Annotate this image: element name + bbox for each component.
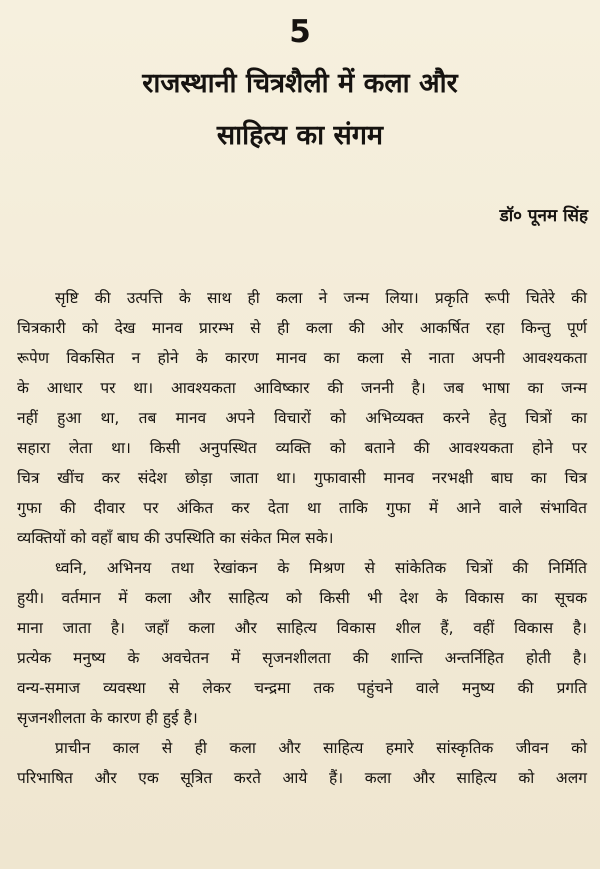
paragraph-line: नहीं हुआ था, तब मानव अपने विचारों को अभिव्यक्त करने हेतु चित्रों का — [17, 409, 587, 427]
paragraph-line: हुयी। वर्तमान में कला और साहित्य को किसी भी देश के विकास का सूचक — [17, 589, 587, 607]
chapter-title-line: राजस्थानी चित्रशैली में कला और — [142, 68, 458, 99]
chapter-title-line: साहित्य का संगम — [216, 120, 384, 151]
chapter-number: 5 — [289, 14, 311, 50]
chapter-title — [20, 58, 580, 162]
paragraph-line: वन्य-समाज व्यवस्था से लेकर चन्द्रमा तक पहुंचने वाले मनुष्य की प्रगति — [17, 679, 587, 697]
paragraph-line: माना जाता है। जहाँ कला और साहित्य विकास शील हैं, वहीं विकास है। — [17, 619, 587, 637]
paragraph-line: ध्वनि, अभिनय तथा रेखांकन के मिश्रण से सांकेतिक चित्रों की निर्मिति — [55, 559, 587, 577]
paragraph-line: चित्र खींच कर संदेश छोड़ा जाता था। गुफावासी मानव नरभक्षी बाघ का चित्र — [17, 469, 587, 487]
paragraph-line: रूपेण विकसित न होने के कारण मानव का कला से नाता अपनी आवश्यकता — [17, 349, 587, 367]
paragraph-line: व्यक्तियों को वहाँ बाघ की उपस्थिति का संकेत मिल सके। — [17, 529, 334, 547]
paragraph-line: परिभाषित और एक सूत्रित करते आये हैं। कला और साहित्य को अलग — [17, 769, 587, 787]
paragraph-line: गुफा की दीवार पर अंकित कर देता था ताकि गुफा में आने वाले संभावित — [17, 499, 587, 517]
paragraph-line: सहारा लेता था। किसी अनुपस्थित व्यक्ति को बताने की आवश्यकता होने पर — [17, 439, 587, 457]
paragraph-line: प्राचीन काल से ही कला और साहित्य हमारे सांस्कृतिक जीवन को — [55, 739, 587, 757]
author-name: डॉ० पूनम सिंह — [499, 206, 588, 226]
paragraph-line: प्रत्येक मनुष्य के अवचेतन में सृजनशीलता की शान्ति अन्तर्निहित होती है। — [17, 649, 587, 667]
paragraph-line: चित्रकारी को देख मानव प्रारम्भ से ही कला की ओर आकर्षित रहा किन्तु पूर्ण — [17, 319, 587, 337]
body-text — [17, 283, 587, 793]
paragraph-line: सृजनशीलता के कारण ही हुई है। — [17, 709, 198, 727]
paragraph-line: के आधार पर था। आवश्यकता आविष्कार की जननी है। जब भाषा का जन्म — [17, 379, 587, 397]
paragraph-line: सृष्टि की उत्पत्ति के साथ ही कला ने जन्म लिया। प्रकृति रूपी चितेरे की — [55, 289, 587, 307]
